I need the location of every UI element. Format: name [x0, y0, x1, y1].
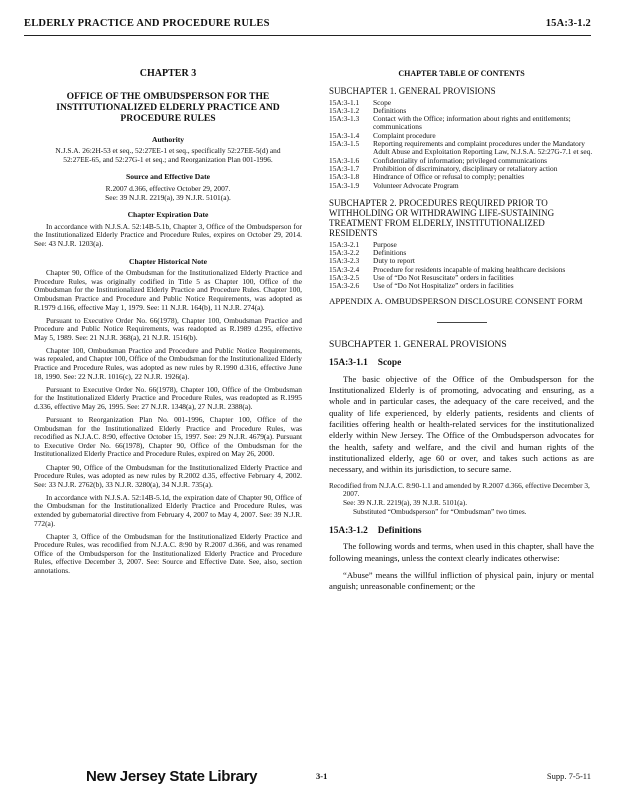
history-paragraph: Pursuant to Executive Order No. 66(1978), Chapter 100, Office of the Ombudsman for the Institutionalized Elderly Practice and Procedure Rules, was readopted as R.1995 d.336, effective May 26, 1995. See: 27 N.J.R. 1348(a), 27 N.J.R. 2388(a). [34, 384, 302, 411]
history-paragraph: Chapter 90, Office of the Ombudsman for the Institutionalized Elderly Practice and Procedure Rules, was adopted as new rules by R.2002 d.35, effective February 4, 2002. See: 33 N.J.R. 2762(b), 33 N.J.R. 3280(a), 34 N.J.R. 735(a). [34, 462, 302, 489]
toc-entry-number: 15A:3-1.7 [329, 163, 360, 173]
toc-list-subchapter-1 [329, 99, 594, 190]
toc-entry-number: 15A:3-2.3 [329, 256, 360, 266]
toc-title: CHAPTER TABLE OF CONTENTS [398, 69, 525, 78]
scope-note-amendment: Substituted “Ombudsperson” for “Ombudsman” two times. [353, 507, 527, 517]
toc-entry-number: 15A:3-1.8 [329, 172, 360, 182]
history-paragraph: Chapter 90, Office of the Ombudsman for the Institutionalized Elderly Practice and Procedure Rules, was originally codified in Title 5 as Chapter 100, Office of the Ombudsman for the Institutionalized Elderly Practice and Procedure Rules. Chapter 100, Ombudsman Practice and Procedure and Public Notice Requirements, was adopted as R.1979 d.166, effective May 1, 1979. See: 11 N.J.R. 164(b), 11 N.J.R. 274(a). [34, 268, 302, 312]
history-paragraph: Chapter 100, Ombudsman Practice and Procedure and Public Notice Requirements, was repealed, and Chapter 100, Office of the Ombudsman for the Institutionalized Elderly Practice and Procedure Rules, was adopted as new rules by R.1990 d.316, effective June 18, 1990. See: 22 N.J.R. 1016(c), 22 N.J.R. 1926(a). [34, 345, 302, 381]
toc-entry-number: 15A:3-2.5 [329, 273, 360, 283]
scope-note-citation: See: 39 N.J.R. 2219(a), 39 N.J.R. 5101(a). [343, 498, 468, 508]
toc-entry-title: Duty to report [373, 256, 415, 266]
toc-entry-title: Definitions [373, 248, 407, 258]
toc-entry[interactable] [329, 241, 594, 249]
scope-note: Recodified from N.J.A.C. 8:90-1.1 and amended by R.2007 d.366, effective December 3, 2007. [329, 480, 590, 498]
header-rule [24, 35, 591, 36]
toc-entry[interactable] [329, 99, 594, 107]
authority-heading: Authority [151, 134, 185, 144]
section-name: Definitions [377, 525, 422, 536]
toc-entry-title: Complaint procedure [373, 130, 436, 140]
toc-entry-title: Purpose [373, 239, 397, 249]
history-paragraph: In accordance with N.J.S.A. 52:14B-5.1d, the expiration date of Chapter 90, Office of the Ombudsman for the Institutionalized Elderly Practice and Procedure Rules, was extended by gubernatorial directive from February 4, 2007 to May 4, 2007. See: 39 N.J.R. 772(a). [34, 492, 302, 528]
history-paragraph: Pursuant to Executive Order No. 66(1978), Chapter 100, Ombudsman Practice and Procedure and Public Notice Requirements, was readopted as R.1989 d.295, effective May 5, 1989. See: 21 N.J.R. 368(a), 21 N.J.R. 1516(b). [34, 315, 302, 342]
header-section-number: 15A:3-1.2 [545, 18, 591, 29]
section-number: 15A:3-1.2 [329, 525, 368, 536]
left-column [34, 70, 302, 580]
library-name: New Jersey State Library [86, 768, 258, 785]
authority-text: N.J.S.A. 26:2H-53 et seq., 52:27EE-1 et seq., specifically 52:27EE-5(d) and 52:27EE-65, and 52:27G-1 et seq.; and Reorganization Plan 001-1996. [55, 146, 281, 164]
toc-entry-number: 15A:3-2.1 [329, 239, 360, 249]
history-paragraph: Chapter 3, Office of the Ombudsman for the Institutionalized Elderly Practice and Procedure Rules, was recodified from N.J.A.C. 8:90 by R.2007 d.366, and was renamed Office of the Ombudsperson for the Institutionalized Elderly Practice and Procedure Rules, effective December 3, 2007. See: Source and Effective Date. See, also, section annotations. [34, 531, 302, 576]
toc-entry[interactable] [329, 173, 594, 181]
toc-entry-number: 15A:3-1.1 [329, 97, 360, 107]
toc-entry[interactable] [329, 282, 594, 290]
toc-entry-title: Scope [373, 97, 392, 107]
toc-entry-title: Reporting requirements and complaint procedures under the Mandatory Adult Abuse and Exploitation Reporting Law, N.J.S.A. 52:27G-7.1 et seq. [373, 139, 593, 157]
supplement-date: Supp. 7-5-11 [546, 771, 591, 781]
toc-entry-title: Hindrance of Office or refusal to comply; penalties [373, 172, 525, 182]
right-column [329, 70, 594, 598]
toc-entry-title: Procedure for residents incapable of making healthcare decisions [373, 264, 566, 274]
toc-entry-title: Use of “Do Not Hospitalize” orders in facilities [373, 281, 514, 291]
toc-entry[interactable] [329, 140, 594, 157]
expiration-text: In accordance with N.J.S.A. 52:14B-5.1b, Chapter 3, Office of the Ombudsperson for the Institutionalized Elderly Practice and Procedure Rules, expires on October 29, 2014. See: 43 N.J.R. 1203(a). [34, 221, 302, 248]
source-text-1: R.2007 d.366, effective October 29, 2007. [105, 183, 231, 193]
toc-entry-title: Confidentiality of information; privileged communications [373, 155, 548, 165]
toc-list-subchapter-2 [329, 241, 594, 291]
toc-entry-number: 15A:3-2.6 [329, 281, 360, 291]
toc-entry[interactable] [329, 115, 594, 132]
toc-entry-number: 15A:3-1.4 [329, 130, 360, 140]
section-number: 15A:3-1.1 [329, 358, 368, 369]
definitions-intro: The following words and terms, when used in this chapter, shall have the following meanings, unless the context clearly indicates otherwise: [329, 541, 594, 563]
chapter-number: CHAPTER 3 [139, 68, 197, 79]
expiration-heading: Chapter Expiration Date [127, 210, 209, 220]
toc-entry-number: 15A:3-1.3 [329, 114, 360, 124]
header-title: ELDERLY PRACTICE AND PROCEDURE RULES [24, 18, 270, 29]
toc-entry-title: Use of “Do Not Resuscitate” orders in facilities [373, 273, 514, 283]
subchapter-heading: SUBCHAPTER 1. GENERAL PROVISIONS [329, 338, 507, 350]
source-heading: Source and Effective Date [125, 172, 210, 182]
toc-entry-number: 15A:3-1.5 [329, 139, 360, 149]
toc-entry-title: Prohibition of discriminatory, disciplinary or retaliatory action [373, 163, 558, 173]
toc-entry-title: Definitions [373, 105, 407, 115]
section-title-scope [329, 359, 594, 368]
page-number: 3-1 [316, 771, 328, 781]
section-divider [437, 322, 487, 323]
toc-entry[interactable] [329, 182, 594, 190]
history-heading: Chapter Historical Note [129, 256, 207, 266]
toc-entry[interactable] [329, 249, 594, 257]
running-header [24, 18, 591, 34]
chapter-title: OFFICE OF THE OMBUDSPERSON FOR THE INSTITUTIONALIZED ELDERLY PRACTICE AND PROCEDURE RULES [56, 90, 280, 124]
toc-entry-title: Contact with the Office; information about rights and entitlements; communications [373, 114, 571, 132]
page-footer [0, 768, 621, 790]
toc-entry-number: 15A:3-2.2 [329, 248, 360, 258]
scope-body: The basic objective of the Office of the Ombudsperson for the Institutionalized Elderly is of promoting, advocating and ensuring, as a whole and in particular cases, the adequacy of the care received, and the quality of life experienced, by elderly patients, residents and clients of facilities offering health or health-related services for the institutionalized elderly within New Jersey. The Office of the Ombudsperson advocates for the health, safety and welfare, and the civil and human rights of the institutionalized elderly, age 60 or over, and takes such actions as are necessary, and within its jurisdiction, to secure same. [329, 373, 594, 475]
toc-entry-number: 15A:3-1.6 [329, 155, 360, 165]
section-name: Scope [377, 358, 402, 369]
toc-entry-number: 15A:3-1.9 [329, 180, 360, 190]
toc-subchapter-1-title: SUBCHAPTER 1. GENERAL PROVISIONS [329, 85, 496, 96]
toc-appendix[interactable]: APPENDIX A. OMBUDSPERSON DISCLOSURE CONSENT FORM [329, 295, 583, 306]
toc-entry-title: Volunteer Advocate Program [373, 180, 459, 190]
toc-subchapter-2-title: SUBCHAPTER 2. PROCEDURES REQUIRED PRIOR TO WITHHOLDING OR WITHDRAWING LIFE-SUSTAINING TREATMENT FROM ELDERLY, INSTITUTIONALIZED RESIDENTS [329, 197, 555, 238]
definition-abuse: “Abuse” means the willful infliction of physical pain, injury or mental anguish; unreasonable confinement; or the [329, 569, 594, 592]
section-title-definitions [329, 527, 594, 536]
history-paragraph: Pursuant to Reorganization Plan No. 001-1996, Chapter 100, Office of the Ombudsman for the Institutionalized Elderly Practice and Procedure Rules, was recodified as N.J.A.C. 8:90, effective October 15, 1997. See: 29 N.J.R. 4679(a). Pursuant to Executive Order No. 66(1978), Chapter 90, Office of the Ombudsman for the Institutionalized Elderly Practice and Procedure Rules, expired on May 26, 2000. [34, 415, 302, 459]
toc-entry-number: 15A:3-2.4 [329, 264, 360, 274]
source-text-2: See: 39 N.J.R. 2219(a), 39 N.J.R. 5101(a). [105, 192, 231, 202]
toc-entry-number: 15A:3-1.2 [329, 105, 360, 115]
